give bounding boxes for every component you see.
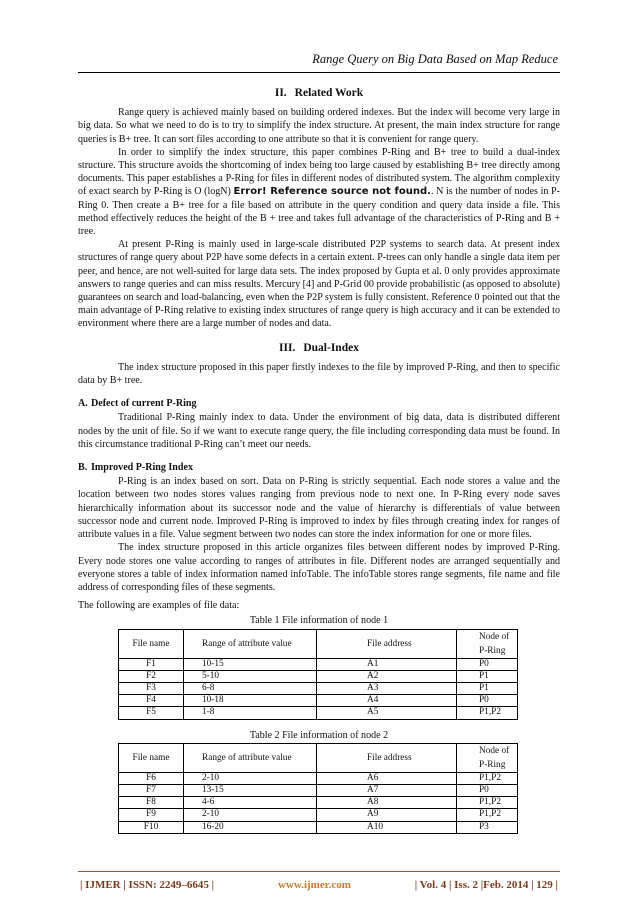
- table-header-cell: Node of P-Ring: [457, 743, 518, 772]
- paragraph: Traditional P-Ring mainly index to data. Under the environment of big data, data is distributed different nodes by the unit of file. So if we want to execute range query, the file including corresponding data must be found. In this circumstance traditional P-Ring can’t meet our needs.: [78, 412, 560, 450]
- table-header-row: [119, 629, 518, 658]
- table-row: [119, 658, 518, 670]
- paragraph: The index structure proposed in this article organizes files between different nodes by improved P-Ring. Every node stores one value according to ranges of attributes in file. Different nodes are arranged sequentially and everyone stores a table of index information named infoTable. The infoTable stores range segments, file name and file address of corresponding files of these segments.: [78, 542, 560, 593]
- table-row: [119, 670, 518, 682]
- table-cell: 5-10: [184, 670, 317, 682]
- table-cell: P3: [457, 821, 518, 833]
- paragraph: [78, 146, 560, 238]
- table-cell: A8: [317, 797, 457, 809]
- table-cell: 10-15: [184, 658, 317, 670]
- table-cell: P1,P2: [457, 809, 518, 821]
- paragraph: Range query is achieved mainly based on building ordered indexes. But the index will become very large in big data. So what we need to do is to try to simplify the index structure. At present, the main index structure for range queries is B+ tree. It can sort files according to one attribute so that it is convenient for range query.: [78, 107, 560, 145]
- table-cell: P1,P2: [457, 707, 518, 719]
- table-row: [119, 784, 518, 796]
- table-cell: A10: [317, 821, 457, 833]
- table-cell: F8: [119, 797, 184, 809]
- paragraph: At present P-Ring is mainly used in large-scale distributed P2P systems to search data. At present index structures of range query about P2P have some defects in a certain extent. P-trees can only handle a single data item per peer, and hence, are not well-suited for large data sets. The index proposed by Gupta et al. 0 only provides approximate answers to range queries and can miss results. Mercury [4] and P-Grid 00 provide probabilistic (as opposed to absolute) guarantees on search and load-balancing, even when the P2P system is fully consistent. Reference 0 pointed out that the main advantage of P-Ring relative to existing index structures of range query is high accuracy and it can be extended to environment where there are a large number of nodes and data.: [78, 239, 560, 330]
- table-cell: P0: [457, 695, 518, 707]
- table-cell: P1,P2: [457, 772, 518, 784]
- table-header-cell: File address: [317, 629, 457, 658]
- table-header-cell: File name: [119, 743, 184, 772]
- table-header-cell: Range of attribute value: [184, 629, 317, 658]
- footer-rule: [78, 871, 560, 872]
- table-cell: F3: [119, 682, 184, 694]
- table-cell: F5: [119, 707, 184, 719]
- table-header-cell: Node of P-Ring: [457, 629, 518, 658]
- table-cell: 1-8: [184, 707, 317, 719]
- paragraph-text: . N is the number of nodes in P-Ring 0. Then create a B+ tree for a file based on attribute in the query condition and query data inside a file. This method effectively reduces the height of the B + tree and takes full advantage of the characteristics of P-Ring and B + tree.: [78, 186, 560, 238]
- table-cell: P0: [457, 658, 518, 670]
- table-cell: A2: [317, 670, 457, 682]
- footer: [80, 879, 558, 891]
- subsection-title: Defect of current P-Ring: [91, 398, 197, 410]
- table-row: [119, 695, 518, 707]
- reference-error-text: Error! Reference source not found.: [233, 186, 431, 198]
- table-cell: A7: [317, 784, 457, 796]
- paragraph: The index structure proposed in this paper firstly indexes to the file by improved P-Ring, and then to specific data by B+ tree.: [78, 361, 560, 387]
- table-cell: P1: [457, 682, 518, 694]
- table-cell: 2-10: [184, 809, 317, 821]
- table-cell: 4-6: [184, 797, 317, 809]
- table-row: [119, 682, 518, 694]
- section-number: III.: [279, 341, 296, 354]
- table-row: [119, 797, 518, 809]
- table-cell: F4: [119, 695, 184, 707]
- table-row: [119, 772, 518, 784]
- table-cell: 10-18: [184, 695, 317, 707]
- footer-website-link[interactable]: www.ijmer.com: [277, 879, 351, 891]
- table-cell: P0: [457, 784, 518, 796]
- paragraph: The following are examples of file data:: [78, 600, 240, 612]
- section-number: II.: [274, 87, 287, 99]
- table-1-caption: Table 1 File information of node 1: [249, 615, 389, 627]
- table-cell: A5: [317, 707, 457, 719]
- table-cell: A3: [317, 682, 457, 694]
- table-cell: F9: [119, 809, 184, 821]
- table-header-cell: Range of attribute value: [184, 743, 317, 772]
- running-header: Range Query on Big Data Based on Map Reduce: [312, 52, 558, 66]
- table-header-cell: File name: [119, 629, 184, 658]
- subsection-heading-b: [78, 461, 560, 474]
- main-content: [78, 83, 560, 834]
- table-2: [118, 743, 518, 834]
- table-cell: F10: [119, 821, 184, 833]
- table-cell: A9: [317, 809, 457, 821]
- table-cell: A1: [317, 658, 457, 670]
- subsection-letter: B.: [78, 462, 88, 474]
- table-cell: 13-15: [184, 784, 317, 796]
- paragraph-text: In order to simplify the index structure, this paper combines P-Ring and B+ tree to build a dual-index structure. This structure avoids the shortcoming of index being too large caused by establishing B+ tree directly among documents. This paper establishes a P-Ring for files in different nodes of distributed system. The algorithm complexity of exact search by P-Ring is O (logN): [78, 146, 560, 198]
- table-cell: A4: [317, 695, 457, 707]
- table-row: [119, 821, 518, 833]
- table-cell: F6: [119, 772, 184, 784]
- section-title: Dual-Index: [303, 341, 359, 354]
- subsection-letter: A.: [78, 398, 88, 410]
- subsection-title: Improved P-Ring Index: [91, 462, 193, 474]
- table-cell: F7: [119, 784, 184, 796]
- table-2-caption: Table 2 File information of node 2: [249, 729, 389, 741]
- header-rule: [78, 72, 560, 73]
- table-cell: P1: [457, 670, 518, 682]
- table-cell: 16-20: [184, 821, 317, 833]
- footer-journal-info: | IJMER | ISSN: 2249–6645 |: [80, 879, 215, 891]
- subsection-heading-a: [78, 397, 560, 410]
- table-row: [119, 707, 518, 719]
- table-cell: A6: [317, 772, 457, 784]
- section-heading-dual-index: [78, 342, 560, 355]
- table-cell: 2-10: [184, 772, 317, 784]
- table-header-row: [119, 743, 518, 772]
- table-cell: P1,P2: [457, 797, 518, 809]
- table-row: [119, 809, 518, 821]
- paragraph: P-Ring is an index based on sort. Data on P-Ring is strictly sequential. Each node stores a value and the location between two nodes stores values ranging from previous node to next one. In P-Ring every node saves hierarchically information about its successor node and the value of hierarchy is differentials of value between successor node and current node. Improved P-Ring is improved to index by files through creating index for ranges of attribute values in a file. Value segment between two nodes can store the index information for one or more files.: [78, 476, 560, 541]
- table-cell: 6-8: [184, 682, 317, 694]
- table-header-cell: File address: [317, 743, 457, 772]
- footer-issue-info: | Vol. 4 | Iss. 2 |Feb. 2014 | 129 |: [414, 879, 558, 891]
- table-cell: F1: [119, 658, 184, 670]
- section-title: Related Work: [294, 87, 364, 99]
- table-cell: F2: [119, 670, 184, 682]
- table-1: [118, 629, 518, 720]
- section-heading-related-work: [78, 87, 560, 100]
